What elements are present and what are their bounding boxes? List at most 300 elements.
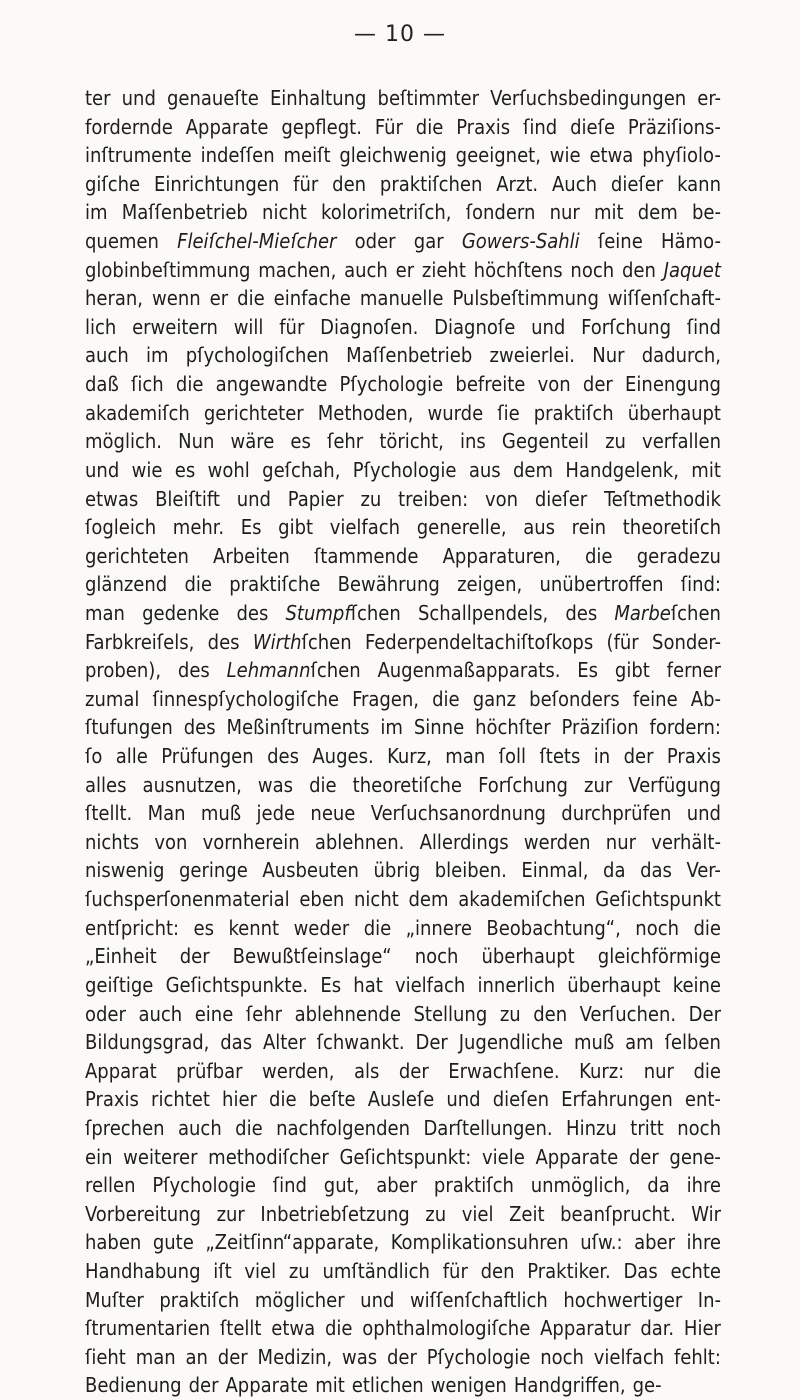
word: generelle, — [416, 515, 507, 540]
word: ſind: — [680, 572, 721, 597]
text-line — [85, 141, 721, 170]
word: globinbeſtimmung — [85, 257, 251, 282]
word: möglich. — [85, 429, 162, 454]
word: Verſuchsbedingungen — [490, 86, 687, 110]
word: phyſiolo- — [642, 143, 721, 168]
word: rellen — [85, 1173, 136, 1198]
word: gleichförmige — [597, 944, 721, 969]
text-line — [85, 113, 721, 142]
word: noch — [414, 944, 459, 969]
word: dem — [408, 887, 449, 912]
word: beſtimmter — [377, 86, 479, 110]
word: die — [269, 1087, 297, 1112]
word: vielfach — [593, 1344, 665, 1369]
word: Alter — [262, 1030, 306, 1055]
word: die — [235, 1115, 263, 1140]
word: Apparaturen, — [442, 543, 561, 568]
word: aus — [523, 515, 555, 540]
text-line — [85, 599, 721, 628]
word: ſtrumentarien — [85, 1316, 211, 1341]
word: geringe — [178, 858, 248, 883]
word: werden — [523, 829, 591, 854]
word: Bleiſtift — [155, 486, 220, 511]
word: die — [693, 1058, 721, 1083]
word: nicht — [354, 887, 399, 912]
word: prüfbar — [176, 1058, 243, 1083]
word: Forſchung — [478, 772, 568, 797]
word: oder — [354, 229, 396, 254]
word: ſuchsperſonenmaterial — [85, 887, 290, 912]
word: ſind — [523, 114, 558, 139]
text-line — [85, 628, 721, 657]
word: ſtellt. — [85, 801, 133, 826]
word: Bewährung — [337, 572, 440, 597]
text-line — [85, 971, 721, 1000]
word: Pſychologie — [426, 1344, 531, 1369]
word: Praxis — [456, 114, 511, 139]
word: des — [177, 658, 210, 683]
word: Komplikationsuhren — [390, 1230, 569, 1255]
word: den — [533, 1001, 568, 1026]
word: zieht — [421, 257, 466, 282]
word: meiſt — [283, 143, 331, 168]
word: ſprechen — [85, 1115, 165, 1140]
word: hochwertiger — [563, 1287, 683, 1312]
word: Apparatur — [540, 1316, 631, 1341]
text-line — [85, 885, 721, 914]
word: ſie — [497, 400, 520, 425]
word: Medizin, — [257, 1344, 333, 1369]
word: praktiſchen — [379, 171, 483, 196]
word: und — [236, 486, 271, 511]
word: wurde — [427, 400, 484, 425]
word: Wirthſchen — [252, 629, 352, 654]
word: nichts — [85, 829, 140, 854]
word: akademiſchen — [458, 887, 586, 912]
text-line — [85, 399, 721, 428]
word: überhaupt — [627, 400, 721, 425]
word: angewandte — [215, 372, 328, 397]
word: Verfügung — [628, 772, 721, 797]
text-line — [85, 856, 721, 885]
word: beſte — [308, 1087, 356, 1112]
word: theoretiſche — [352, 772, 462, 797]
word: Geſichtspunkte. — [165, 972, 309, 997]
word: wiſſenſchaftlich — [409, 1287, 548, 1312]
word: unmöglich, — [530, 1173, 631, 1198]
word: dieſer — [534, 486, 588, 511]
word: überhaupt — [567, 972, 661, 997]
word: und — [85, 457, 120, 482]
word: (für — [606, 629, 639, 654]
word: etwas — [85, 486, 139, 511]
word: ferner — [666, 658, 721, 683]
word: von — [537, 372, 571, 397]
word: oder — [85, 1001, 126, 1026]
word: In- — [697, 1287, 721, 1312]
word: höchſter — [475, 715, 551, 740]
word: als — [353, 1058, 380, 1083]
word: Nur — [592, 343, 625, 368]
word: die — [309, 772, 337, 797]
text-line — [85, 1057, 721, 1086]
word: Gowers-Sahli — [461, 229, 580, 254]
word: er — [395, 257, 415, 282]
word: gene- — [669, 1144, 721, 1169]
word: praktiſche — [229, 572, 321, 597]
word: von — [485, 486, 519, 511]
text-line — [85, 456, 721, 485]
word: Präziſions- — [627, 114, 721, 139]
text-line — [85, 771, 721, 800]
word: ihre — [686, 1173, 721, 1198]
word: inſtrumente — [85, 143, 192, 168]
word: haben — [85, 1230, 142, 1255]
text-line — [85, 1143, 721, 1172]
word: alles — [85, 772, 127, 797]
word: ein — [85, 1144, 113, 1169]
page-number: — 10 — — [354, 22, 446, 47]
word: mehr. — [172, 515, 225, 540]
text-line — [85, 227, 721, 256]
word: es — [174, 457, 196, 482]
word: gut, — [323, 1173, 360, 1198]
word: durchprüfen — [561, 801, 672, 826]
word: alle — [115, 744, 148, 769]
word: Der — [415, 1030, 448, 1055]
word: hat — [353, 972, 383, 997]
word: Farbkreiſels, — [85, 629, 195, 654]
word: dadurch, — [641, 343, 721, 368]
word: rein — [571, 515, 607, 540]
word: Handgriffen, — [513, 1373, 626, 1398]
word: pſychologiſchen — [185, 343, 329, 368]
word: der — [582, 372, 613, 397]
text-line — [85, 170, 721, 199]
word: proben), — [85, 658, 162, 683]
word: Erwachſene. — [448, 1058, 560, 1083]
word: gerichteten — [85, 543, 189, 568]
word: im — [145, 343, 169, 368]
word: beanſprucht. — [560, 1201, 676, 1226]
word: Ausleſe — [367, 1087, 435, 1112]
word: kolorimetriſch, — [321, 200, 452, 225]
word: vielfach — [394, 972, 466, 997]
word: auch — [85, 343, 129, 368]
word: die — [415, 114, 444, 139]
word: Sonder- — [652, 629, 721, 654]
word: praktiſch — [159, 1287, 240, 1312]
word: machen, — [258, 257, 337, 282]
word: mit — [593, 200, 624, 225]
word: für — [293, 171, 319, 196]
word: mit — [691, 457, 721, 482]
word: ſtellt — [219, 1316, 262, 1341]
word: ter — [85, 86, 111, 110]
word: Verſuchsanordnung — [370, 801, 546, 826]
word: Handhabung — [85, 1258, 201, 1283]
word: Prüfungen — [161, 744, 254, 769]
word: Handgelenk, — [565, 457, 679, 482]
word: und — [360, 1287, 395, 1312]
word: vornherein — [202, 829, 300, 854]
word: wenigen — [430, 1373, 507, 1398]
text-line — [85, 84, 721, 113]
word: Fragen, — [352, 686, 419, 711]
word: Ver- — [686, 858, 721, 883]
word: Einrichtungen — [154, 171, 280, 196]
text-line — [85, 370, 721, 399]
word: ſeine — [597, 229, 643, 254]
word: wäre — [230, 429, 275, 454]
word: Maſſenbetrieb — [346, 343, 473, 368]
word: da — [647, 1173, 670, 1198]
word: ſondern — [465, 200, 536, 225]
text-line — [85, 828, 721, 857]
word: gedenke — [142, 600, 220, 625]
word: noch — [677, 1115, 721, 1140]
word: geeignet, — [455, 143, 541, 168]
word: Stellung — [413, 1001, 488, 1026]
word: überhaupt — [481, 944, 575, 969]
word: Apparate — [185, 114, 269, 139]
word: eine — [194, 1001, 234, 1026]
word: wohl — [207, 457, 250, 482]
word: Allerdings — [419, 829, 509, 854]
word: Diagnoſen. — [320, 314, 419, 339]
word: die — [184, 572, 212, 597]
word: Papier — [287, 486, 344, 511]
word: ſehr — [245, 1001, 283, 1026]
word: zu — [360, 486, 382, 511]
word: ſind — [686, 314, 721, 339]
text-line — [85, 1171, 721, 1200]
word: Arbeiten — [213, 543, 290, 568]
word: die — [324, 1316, 353, 1341]
word: Sinne — [413, 715, 465, 740]
word: ihre — [686, 1230, 721, 1255]
word: befreite — [455, 372, 526, 397]
word: be- — [691, 200, 721, 225]
word: echte — [670, 1258, 721, 1283]
word: die — [363, 915, 392, 940]
word: richtet — [151, 1087, 210, 1112]
word: Fleiſchel-Mieſcher — [177, 229, 337, 254]
word: weder — [293, 915, 350, 940]
word: ſinnespſychologiſche — [152, 686, 339, 711]
word: für — [279, 314, 305, 339]
word: ſieht — [85, 1344, 126, 1369]
text-line — [85, 1257, 721, 1286]
text-line — [85, 1343, 721, 1372]
word: nicht — [262, 200, 307, 225]
text-line — [85, 713, 721, 742]
word: Maſſenbetrieb — [121, 200, 248, 225]
text-line — [85, 198, 721, 227]
word: noch — [540, 1344, 584, 1369]
word: feine — [632, 686, 678, 711]
word: Teſtmethodik — [603, 486, 721, 511]
word: auch — [344, 257, 388, 282]
word: Einmal, — [521, 858, 589, 883]
word: und — [531, 314, 566, 339]
word: Muſter — [85, 1287, 144, 1312]
word: der — [398, 1058, 429, 1083]
word: „innere — [405, 915, 472, 940]
word: ſogleich — [85, 515, 157, 540]
word: dem — [637, 200, 678, 225]
word: werden, — [262, 1058, 335, 1083]
word: zu — [499, 1001, 521, 1026]
word: geiſtige — [85, 972, 154, 997]
word: etwa — [589, 143, 634, 168]
word: zeigen, — [457, 572, 523, 597]
word: und — [686, 801, 721, 826]
word: zweierlei. — [489, 343, 576, 368]
text-line — [85, 1028, 721, 1057]
word: Einhaltung — [269, 86, 367, 110]
word: man — [135, 1344, 176, 1369]
word: viel — [461, 1201, 494, 1226]
word: ausnutzen, — [142, 772, 242, 797]
text-line — [85, 799, 721, 828]
word: Schallpendels, — [417, 600, 549, 625]
word: des — [183, 715, 216, 740]
word: treiben: — [398, 486, 469, 511]
word: ſich — [131, 372, 164, 397]
word: auch — [138, 1001, 183, 1026]
word: glänzend — [85, 572, 168, 597]
word: neue — [310, 801, 356, 826]
word: Vorbereitung — [85, 1201, 201, 1226]
word: übrig — [373, 858, 421, 883]
word: lich — [85, 314, 117, 339]
word: Hämo- — [660, 229, 721, 254]
text-line — [85, 313, 721, 342]
word: Praktiker. — [527, 1258, 611, 1283]
word: nur — [605, 829, 636, 854]
word: wiſſenſchaft- — [607, 286, 721, 311]
text-line — [85, 1000, 721, 1029]
word: Der — [688, 1001, 721, 1026]
word: mit — [315, 1373, 345, 1398]
word: Nun — [178, 429, 215, 454]
word: des — [267, 744, 299, 769]
text-line — [85, 513, 721, 542]
word: man — [85, 600, 125, 625]
word: gepflegt. — [281, 114, 362, 139]
word: Gegenteil — [501, 429, 589, 454]
word: an — [185, 1344, 208, 1369]
text-line — [85, 1114, 721, 1143]
word: bleiben. — [434, 858, 507, 883]
word: fordernde — [85, 114, 173, 139]
word: innerlich — [477, 972, 556, 997]
word: Pulsbeſtimmung — [452, 286, 599, 311]
word: ſehr — [327, 429, 364, 454]
word: ſoll — [498, 744, 527, 769]
text-line — [85, 284, 721, 313]
word: der — [179, 944, 210, 969]
word: und — [446, 1087, 481, 1112]
word: Pſychologie — [152, 1173, 256, 1198]
word: heran, — [85, 286, 144, 311]
word: aber — [634, 1230, 676, 1255]
text-line — [85, 341, 721, 370]
word: zu — [288, 1258, 310, 1283]
text-line — [85, 942, 721, 971]
word: etlichen — [351, 1373, 424, 1398]
word: Hier — [683, 1316, 721, 1341]
word: wie — [131, 457, 163, 482]
text-line — [85, 685, 721, 714]
word: keine — [672, 972, 721, 997]
word: ablehnen. — [314, 829, 405, 854]
body-text — [85, 84, 721, 1400]
word: Kurz, — [387, 744, 432, 769]
word: im — [85, 200, 108, 225]
word: muß — [574, 1030, 615, 1055]
word: Verſuchen. — [579, 1001, 677, 1026]
word: der — [386, 1344, 417, 1369]
word: Hinzu — [566, 1115, 617, 1140]
word: Präziſion — [561, 715, 639, 740]
word: Geſichtspunkt — [595, 887, 721, 912]
word: Es — [320, 972, 342, 997]
word: zur — [584, 772, 613, 797]
word: Federpendeltachiſtoſkops — [364, 629, 594, 654]
word: ſtufungen — [85, 715, 173, 740]
word: praktiſch — [533, 400, 614, 425]
word: zu — [605, 429, 626, 454]
word: „Zeitſinn“apparate, — [205, 1230, 380, 1255]
word: Einengung — [625, 372, 721, 397]
word: Das — [623, 1258, 658, 1283]
word: aus — [468, 457, 501, 482]
word: Auch — [552, 171, 598, 196]
word: Methoden, — [317, 400, 414, 425]
word: viele — [481, 1144, 525, 1169]
word: unübertroffen — [539, 572, 664, 597]
word: zumal — [85, 686, 140, 711]
word: viel — [244, 1258, 277, 1283]
word: genaueſte — [166, 86, 259, 110]
word: weiterer — [123, 1144, 198, 1169]
word: giſche — [85, 171, 141, 196]
word: von — [154, 829, 188, 854]
word: für — [442, 1258, 468, 1283]
word: der — [623, 744, 654, 769]
word: er — [209, 286, 229, 311]
word: die — [175, 372, 204, 397]
word: verhält- — [651, 829, 721, 854]
text-line — [85, 1200, 721, 1229]
word: dieſe — [570, 114, 616, 139]
word: zu — [425, 1201, 447, 1226]
word: Stumpfſchen — [285, 600, 401, 625]
word: fordern: — [649, 715, 721, 740]
word: Bedienung — [85, 1373, 182, 1398]
text-line — [85, 542, 721, 571]
word: zur — [216, 1201, 245, 1226]
word: fehlt: — [673, 1344, 721, 1369]
text-line — [85, 1085, 721, 1114]
word: entſpricht: — [85, 915, 180, 940]
text-line — [85, 1371, 721, 1400]
word: die — [585, 543, 613, 568]
word: Forſchung — [581, 314, 672, 339]
word: die — [237, 286, 265, 311]
